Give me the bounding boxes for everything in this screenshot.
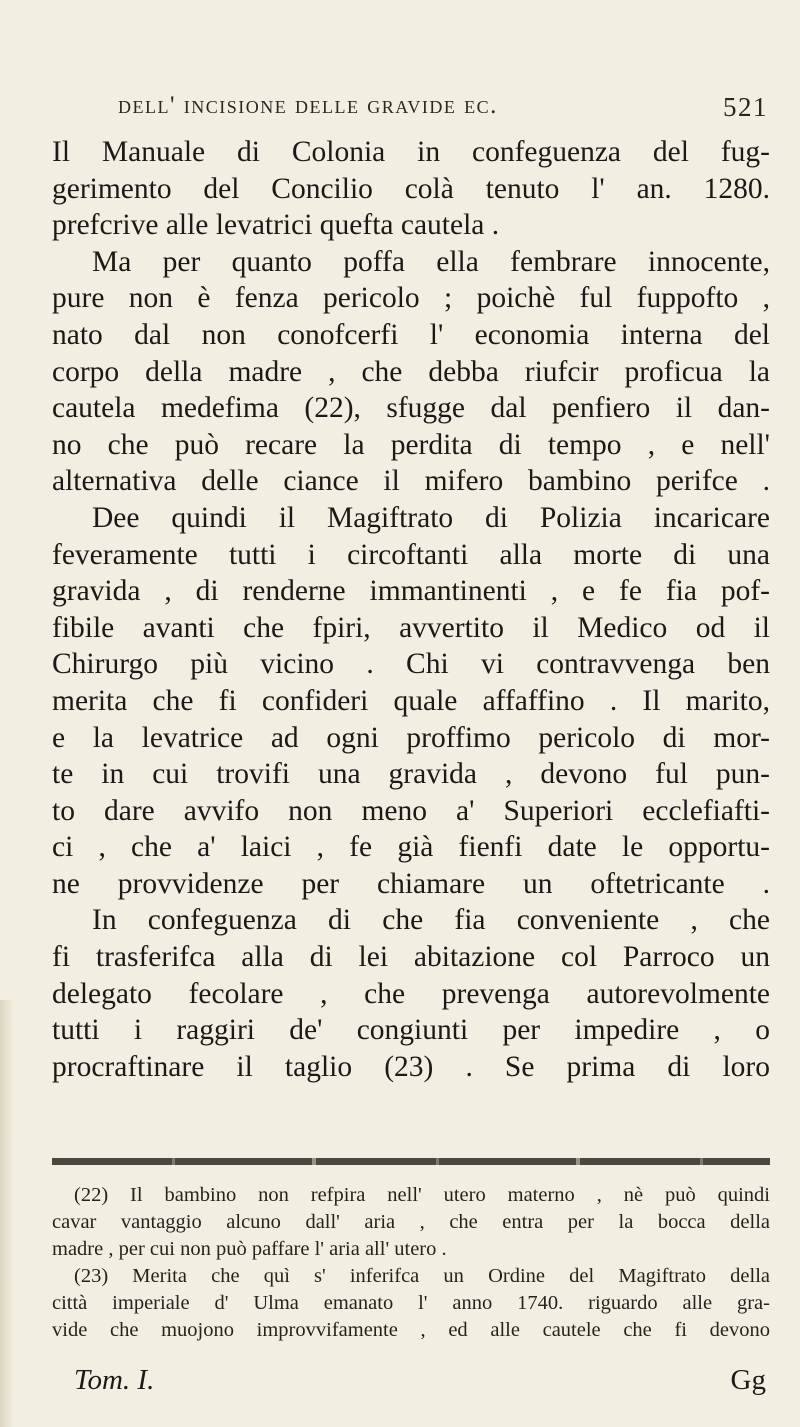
page-edge-shadow (0, 1000, 14, 1427)
footnote-rule (52, 1158, 770, 1165)
text-line: no che può recare la perdita di tempo , e nell' (52, 428, 770, 461)
text-line: tutti i raggiri de' congiunti per impedire , o (52, 1014, 770, 1047)
text-line: gravida , di renderne immantinenti , e fe fia pof- (52, 575, 770, 608)
footnote-line: città imperiale d' Ulma emanato l' anno 1740. riguardo alle gra- (52, 1292, 770, 1314)
running-title: dell' incisione delle gravide ec. (118, 92, 498, 119)
text-line: gerimento del Concilio colà tenuto l' an. 1280. (52, 172, 770, 205)
footnote-line: (22) Il bambino non refpira nell' utero materno , nè può quindi (74, 1184, 770, 1206)
signature-row (74, 1364, 766, 1398)
footnotes (52, 1182, 770, 1344)
text-line: delegato fecolare , che prevenga autorevolmente (52, 977, 770, 1010)
text-line: to dare avvifo non meno a' Superiori ecclefiafti- (52, 794, 770, 827)
text-line: In confeguenza di che fia conveniente , che (92, 904, 770, 937)
text-line: feveramente tutti i circoftanti alla morte di una (52, 538, 770, 571)
text-line: e la levatrice ad ogni proffimo pericolo di mor- (52, 721, 770, 754)
text-line: procraftinare il taglio (23) . Se prima di loro (52, 1050, 770, 1083)
text-line: nato dal non conofcerfi l' economia interna del (52, 318, 770, 351)
text-line: corpo della madre , che debba riufcir proficua la (52, 355, 770, 388)
page-number: 521 (723, 92, 768, 122)
text-line: fi trasferifca alla di lei abitazione col Parroco un (52, 941, 770, 974)
text-line: pure non è fenza pericolo ; poichè ful fuppofto , (52, 282, 770, 315)
text-line: alternativa delle ciance il mifero bambino perifce . (52, 465, 770, 498)
main-text (52, 134, 770, 1085)
footnote-line: (23) Merita che quì s' inferifca un Ordine del Magiftrato della (74, 1265, 770, 1287)
text-line: ci , che a' laici , fe già fienfi date le opportu- (52, 831, 770, 864)
text-line: Chirurgo più vicino . Chi vi contravvenga ben (52, 648, 770, 681)
text-line: fibile avanti che fpiri, avvertito il Medico od il (52, 611, 770, 644)
text-line: prefcrive alle levatrici quefta cautela . (52, 209, 500, 242)
text-line: cautela medefima (22), sfugge dal penfiero il dan- (52, 392, 770, 425)
footnote-line: vide che muojono improvvifamente , ed alle cautele che fi devono (52, 1319, 770, 1341)
gathering-signature: Gg (730, 1364, 766, 1396)
text-line: merita che fi confideri quale affaffino . Il marito, (52, 684, 770, 717)
running-head (100, 92, 768, 126)
text-line: te in cui trovifi una gravida , devono ful pun- (52, 758, 770, 791)
text-line: Ma per quanto poffa ella fembrare innocente, (92, 245, 770, 278)
text-line: ne provvidenze per chiamare un oftetricante . (52, 867, 770, 900)
text-line: Dee quindi il Magiftrato di Polizia incaricare (92, 501, 770, 534)
footnote-line: cavar vantaggio alcuno dall' aria , che entra per la bocca della (52, 1211, 770, 1233)
footnote-line: madre , per cui non può paffare l' aria all' utero . (52, 1238, 447, 1260)
volume-signature: Tom. I. (74, 1364, 155, 1396)
text-line: Il Manuale di Colonia in confeguenza del fug- (52, 136, 770, 168)
